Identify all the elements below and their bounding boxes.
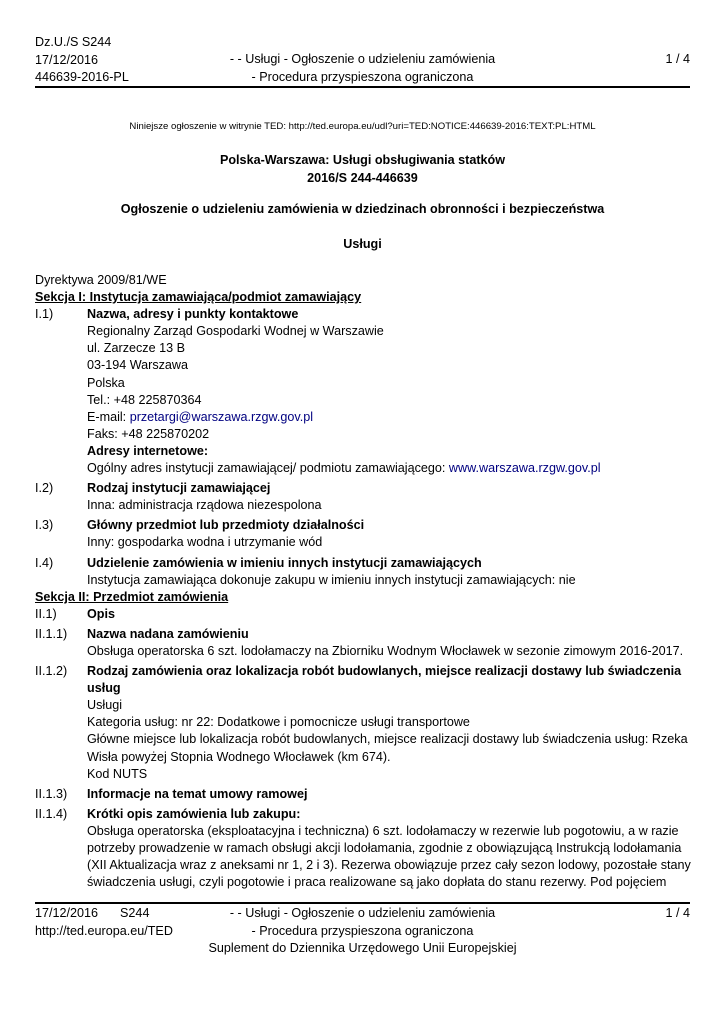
document-titles [35,151,690,253]
entry-i1 [35,306,695,477]
entry-i3 [35,517,695,551]
header-date: 17/12/2016 [35,52,99,67]
footer-center-line2: - Procedura przyspieszona ograniczona [251,923,474,938]
entry-number: I.4) [35,555,54,570]
entry-number: II.1.4) [35,806,68,821]
footer-date: 17/12/2016 [35,906,99,920]
directive: Dyrektywa 2009/81/WE [35,273,167,287]
entry-number: I.1) [35,307,54,322]
footer-center-line3: Suplement do Dziennika Urzędowego Unii Europejskiej [208,941,517,955]
title-location-service: Polska-Warszawa: Usługi obsługiwania statków [219,153,506,167]
section-1-heading: Sekcja I: Instytucja zamawiająca/podmiot zamawiający [35,290,362,305]
title-contract-type: Usługi [343,237,382,251]
entry-title: Rodzaj instytucji zamawiającej [87,481,271,496]
footer-center [35,905,690,958]
ted-notice-url: Niniejsze ogłoszenie w witrynie TED: http://ted.europa.eu/udl?uri=TED:NOTICE:446639-2016:TEXT:PL:HTML [129,121,596,132]
entry-title: Informacje na temat umowy ramowej [87,786,308,801]
entry-number: II.1.3) [35,786,68,801]
contract-type: Usługi [87,698,122,713]
entry-ii11 [35,626,695,660]
web-address-link[interactable]: www.warszawa.rzgw.gov.pl [448,461,601,476]
header-doc-ref: Dz.U./S S244 [35,35,112,49]
entry-title: Nazwa, adresy i punkty kontaktowe [87,307,299,322]
web-addresses-heading: Adresy internetowe: [87,443,209,458]
header-doc-id: 446639-2016-PL [35,70,129,84]
authority-tel: Tel.: +48 225870364 [87,392,202,407]
entry-title: Główny przedmiot lub przedmioty działalności [87,518,365,533]
footer-url: http://ted.europa.eu/TED [35,923,173,938]
footer-center-line1: - - Usługi - Ogłoszenie o udzieleniu zamówienia [229,906,496,920]
entry-title: Rodzaj zamówienia oraz lokalizacja robót budowlanych, miejsce realizacji dostawy lub świadczenia usług [87,664,682,696]
header-page-number: 1 / 4 [665,52,690,66]
section-2-heading: Sekcja II: Przedmiot zamówienia [35,589,229,604]
authority-country: Polska [87,375,125,390]
authority-street: ul. Zarzecze 13 B [87,341,185,356]
entry-number: II.1.2) [35,664,68,679]
authority-email-line [87,409,695,426]
entry-title: Udzielenie zamówienia w imieniu innych instytucji zamawiających [87,555,482,570]
entry-i2 [35,480,695,514]
title-notice-type: Ogłoszenie o udzieleniu zamówienia w dziedzinach obronności i bezpieczeństwa [120,202,605,216]
service-category: Kategoria usług: nr 22: Dodatkowe i pomocnicze usługi transportowe [87,715,470,730]
entry-ii1 [35,606,695,623]
title-notice-number: 2016/S 244-446639 [307,171,418,185]
authority-name: Regionalny Zarząd Gospodarki Wodnej w Warszawie [87,324,384,339]
page-header [35,34,690,86]
entry-title: Krótki opis zamówienia lub zakupu: [87,806,301,821]
web-address-line [87,460,695,477]
footer-code: S244 [120,906,150,920]
entry-text: Inny: gospodarka wodna i utrzymanie wód [87,535,323,550]
email-link[interactable]: przetargi@warszawa.rzgw.gov.pl [129,409,314,424]
entry-ii13 [35,786,695,803]
entry-number: I.2) [35,481,54,496]
entry-number: II.1.1) [35,626,68,641]
header-center-line1: - - Usługi - Ogłoszenie o udzieleniu zamówienia [229,52,496,66]
entry-ii12 [35,663,695,783]
entry-text: Inna: administracja rządowa niezespolona [87,498,322,513]
notice-body [35,272,695,891]
entry-ii14 [35,806,695,891]
web-address-label: Ogólny adres instytucji zamawiającej/ podmiotu zamawiającego: [87,461,449,476]
entry-text: Obsługa operatorska (eksploatacyjna i techniczna) 6 szt. lodołamaczy w rezerwie lub pogotowiu, a w razie potrzeby prowadzenie w ramach obsługi akcji lodołamania, zgodnie z obowiązującą Instrukcją lodołamania (XII Aktualizacja wraz z aneksami nr 1, 2 i 3). Rezerwa obowiązuje przez cały sezon lodowy, pozostałe stany świadczenia usługi, czyli pogotowie i praca realizowane są jako dopłata do stanu rezerwy. Pod pojęciem [87,823,691,890]
authority-city: 03-194 Warszawa [87,358,189,373]
footer-divider [35,902,690,904]
entry-number: I.3) [35,518,54,533]
header-center [35,51,690,86]
entry-text: Obsługa operatorska 6 szt. lodołamaczy na Zbiorniku Wodnym Włocławek w sezonie zimowym 2016-2017. [87,643,684,658]
entry-title: Nazwa nadana zamówieniu [87,626,249,641]
service-location: Główne miejsce lub lokalizacja robót budowlanych, miejsce realizacji dostawy lub świadczenia usług: Rzeka Wisła powyżej Stopnia Wodnego Włocławek (km 674). [87,732,688,764]
header-center-line2: - Procedura przyspieszona ograniczona [251,69,474,84]
email-label: E-mail: [87,409,130,424]
entry-i4 [35,555,695,589]
footer-page-number: 1 / 4 [665,906,690,920]
entry-title: Opis [87,606,115,621]
entry-text: Instytucja zamawiająca dokonuje zakupu w imieniu innych instytucji zamawiających: nie [87,572,576,587]
nuts-code: Kod NUTS [87,766,148,781]
header-divider [35,86,690,88]
entry-number: II.1) [35,606,57,621]
authority-fax: Faks: +48 225870202 [87,426,210,441]
